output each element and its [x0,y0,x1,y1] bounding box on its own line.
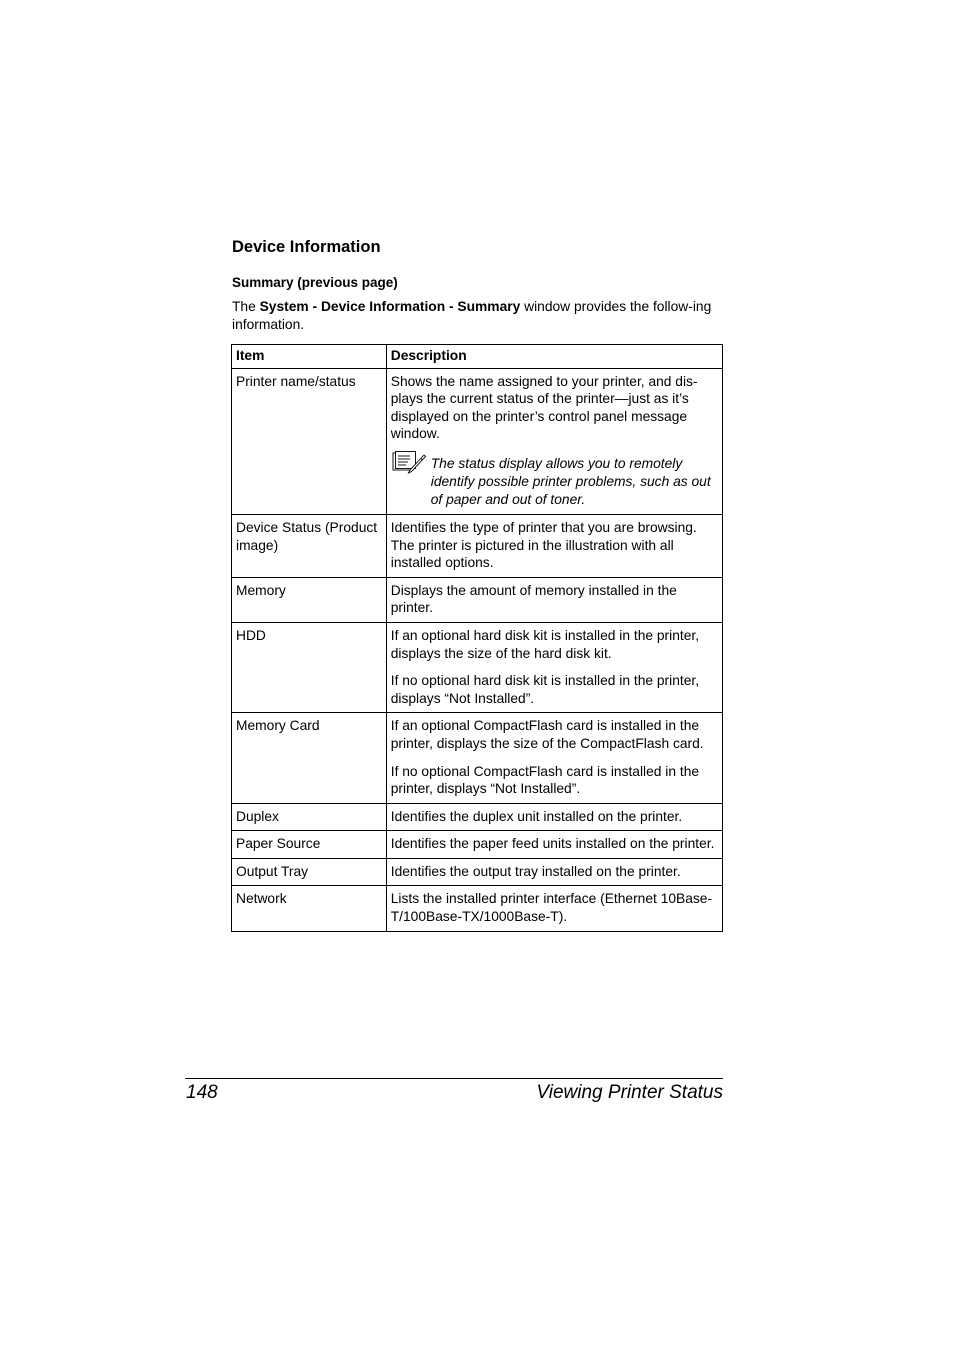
page-number: 148 [186,1082,218,1103]
chapter-title: Viewing Printer Status [536,1082,723,1103]
device-info-table [231,344,723,932]
row-description [386,803,722,831]
row-description [386,622,722,712]
description-text: Lists the installed printer interface (Ethernet 10Base-T/100Base-TX/1000Base-T). [390,891,713,925]
row-description [386,577,722,622]
row-description [386,831,722,859]
row-item: Printer name/status [232,368,387,514]
table-row [232,577,723,622]
description-text: If no optional CompactFlash card is installed in the printer, displays “Not Installed”. [390,763,700,797]
row-item: Memory Card [232,713,387,803]
table-row [232,803,723,831]
table-row [232,858,723,886]
row-item: Device Status (Product image) [232,514,387,577]
row-item: Network [232,886,387,931]
description-text: If no optional hard disk kit is installed in the printer, displays “Not Installed”. [390,673,700,706]
table-row [232,831,723,859]
table-row [232,622,723,712]
row-item: Output Tray [232,858,387,886]
row-description [386,713,722,803]
table-header-row [232,345,723,369]
table-row [232,886,723,931]
table-row [232,368,723,514]
note-pencil-icon [391,451,431,509]
description-text: Identifies the output tray installed on the printer. [390,863,681,879]
section-title: Device Information [232,238,381,256]
note-text: The status display allows you to remotely identify possible printer problems, such as out of paper and out of toner. [430,455,711,507]
row-description [386,858,722,886]
description-text: If an optional CompactFlash card is installed in the printer, displays the size of the CompactFlash card. [390,718,704,751]
row-item: HDD [232,622,387,712]
row-description [386,368,722,514]
description-text: Identifies the paper feed units installed on the printer. [390,836,715,852]
description-text: Shows the name assigned to your printer, and dis-plays the current status of the printer—just as it’s displayed on the printer’s control panel message window. [390,373,698,442]
subsection-title: Summary (previous page) [232,275,398,290]
intro-paragraph [232,298,718,333]
intro-pre: The [232,299,260,314]
row-item: Paper Source [232,831,387,859]
row-item: Memory [232,577,387,622]
header-item: Item [232,345,387,369]
description-text: Displays the amount of memory installed in the printer. [390,582,677,616]
row-description [386,886,722,931]
row-item: Duplex [232,803,387,831]
intro-post: window provides the follow-ing information. [232,299,712,332]
row-description [386,514,722,577]
description-text: If an optional hard disk kit is installed in the printer, displays the size of the hard disk kit. [390,627,700,661]
table-row [232,713,723,803]
intro-window-name: System - Device Information - Summary [259,299,521,314]
note [391,451,718,509]
description-text: Identifies the duplex unit installed on the printer. [390,808,683,824]
footer-divider [185,1078,723,1079]
description-text: Identifies the type of printer that you are browsing. The printer is pictured in the illustration with all installed options. [390,519,697,571]
header-description: Description [386,345,722,369]
table-row [232,514,723,577]
